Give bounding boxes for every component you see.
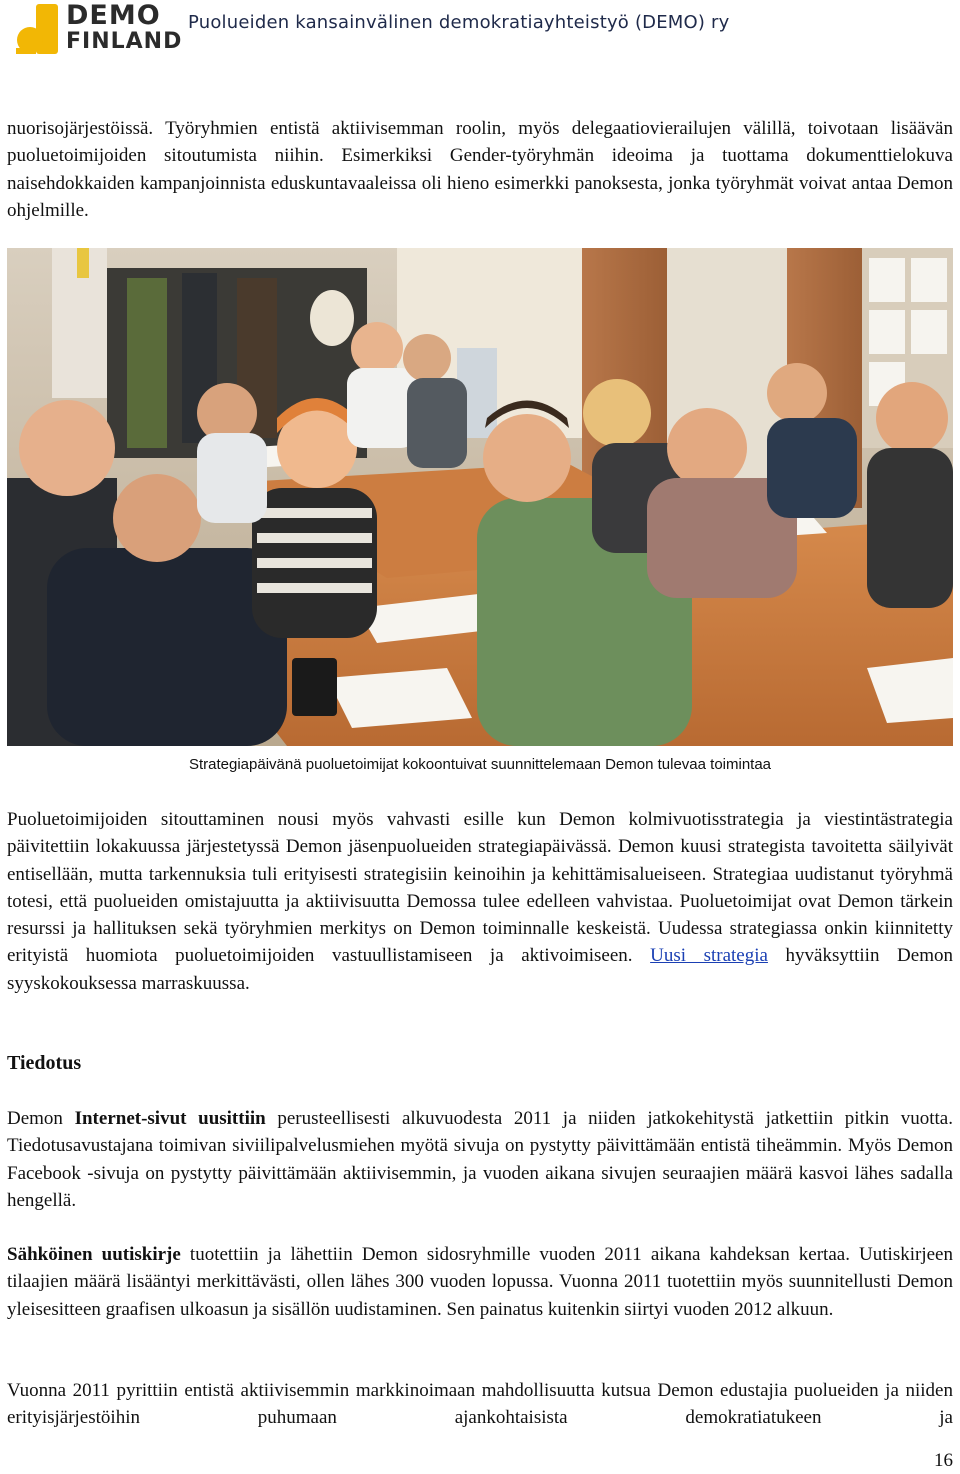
logo-mark-icon xyxy=(16,4,60,54)
photo-caption: Strategiapäivänä puoluetoimijat kokoontuivat suunnittelemaan Demon tulevaa toimintaa xyxy=(188,756,772,773)
demo-finland-logo xyxy=(14,0,183,56)
newsletter-text-post: tuotettiin ja lähettiin Demon sidosryhmille vuoden 2011 aikana kahdeksan kertaa. Uutiskirjeen tilaajien määrä lisääntyi merkittävästi, ollen lähes 300 vuoden lopussa. Vuonna 2011 tuotettiin myös suunnitellusti Demon yleisesitteen graafisen ulkoasun ja sisällön uudistaminen. Sen painatus kuitenkin siirtyi vuoden 2012 alkuun. xyxy=(7,1244,953,1320)
logo-finland-text: FINLAND xyxy=(66,29,183,54)
website-text-post: perusteellisesti alkuvuodesta 2011 ja niiden jatkokehitystä jatkettiin pitkin vuotta. Tiedotusavustajana toimivan siviilipalvelusmiehen myötä sivuja on pystytty päivittämään entistä tiheämmin. Myös Demon Facebook -sivuja on pystytty päivittämään aktiivisemmin, ja vuoden aikana sivujen seuraajien määrä kasvoi lähes sadalla hengellä. xyxy=(7,1108,953,1211)
logo-demo-text: DEMO xyxy=(66,0,161,31)
strategy-text-before-link: Puoluetoimijoiden sitouttaminen nousi myös vahvasti esille kun Demon kolmivuotisstrategia ja viestintästrategia päivitettiin lokakuussa järjestetyssä Demon jäsenpuolueiden strategiapäivässä. Demon kuusi strategista tavoitetta säilyivät entisellään, mutta tarkennuksia tuli erityisesti strategisiin keinoihin ja kehittämisalueiseen. Strategiaa uudistanut työryhmä totesi, että puolueiden omistajuutta ja aktiivisuutta Demossa tulee edelleen vahvistaa. Puoluetoimijat ovat Demon tärkein resurssi ja hallituksen sekä työryhmien merkitys on Demon toiminnalle keskeistä. Uudessa strategiassa onkin kiinnitetty erityistä huomiota puoluetoimijoiden vastuullistamiseen ja aktivoimiseen. xyxy=(7,809,953,967)
paragraph-working-groups: nuorisojärjestöissä. Työryhmien entistä aktiivisemman roolin, myös delegaatiovierailujen välillä, toivotaan lisäävän puoluetoimijoiden sitoutumista niihin. Esimerkiksi Gender-työryhmän ideoima ja tuottama dokumenttielokuva naisehdokkaiden kampanjoinnista eduskuntavaaleissa oli hieno esimerkki panoksesta, jonka työryhmät voivat antaa Demon ohjelmille. xyxy=(7,118,953,221)
logo-wordmark xyxy=(66,2,182,54)
strategy-text-after-link: hyväksyttiin Demon syyskokouksessa marraskuussa. xyxy=(7,945,953,994)
website-text-pre: Demon xyxy=(7,1108,75,1129)
website-bold-text: Internet-sivut uusittiin xyxy=(74,1108,266,1129)
strategy-day-photo xyxy=(7,248,953,746)
newsletter-bold-text: Sähköinen uutiskirje xyxy=(7,1244,181,1265)
page-header xyxy=(0,0,960,62)
paragraph-strategy xyxy=(7,806,953,997)
paragraph-website xyxy=(7,1105,953,1214)
section-heading-tiedotus: Tiedotus xyxy=(7,1052,82,1074)
paragraph-marketing: Vuonna 2011 pyrittiin entistä aktiivisemmin markkinoimaan mahdollisuutta kutsua Demon edustajia puolueiden ja niiden erityisjärjestöihin puhumaan ajankohtaisista demokratiatukeen ja xyxy=(7,1380,953,1429)
page-number: 16 xyxy=(934,1450,953,1471)
new-strategy-link[interactable]: Uusi strategia xyxy=(650,945,768,967)
paragraph-newsletter xyxy=(7,1241,953,1323)
header-title: Puolueiden kansainvälinen demokratiayhteistyö (DEMO) ry xyxy=(188,12,730,33)
